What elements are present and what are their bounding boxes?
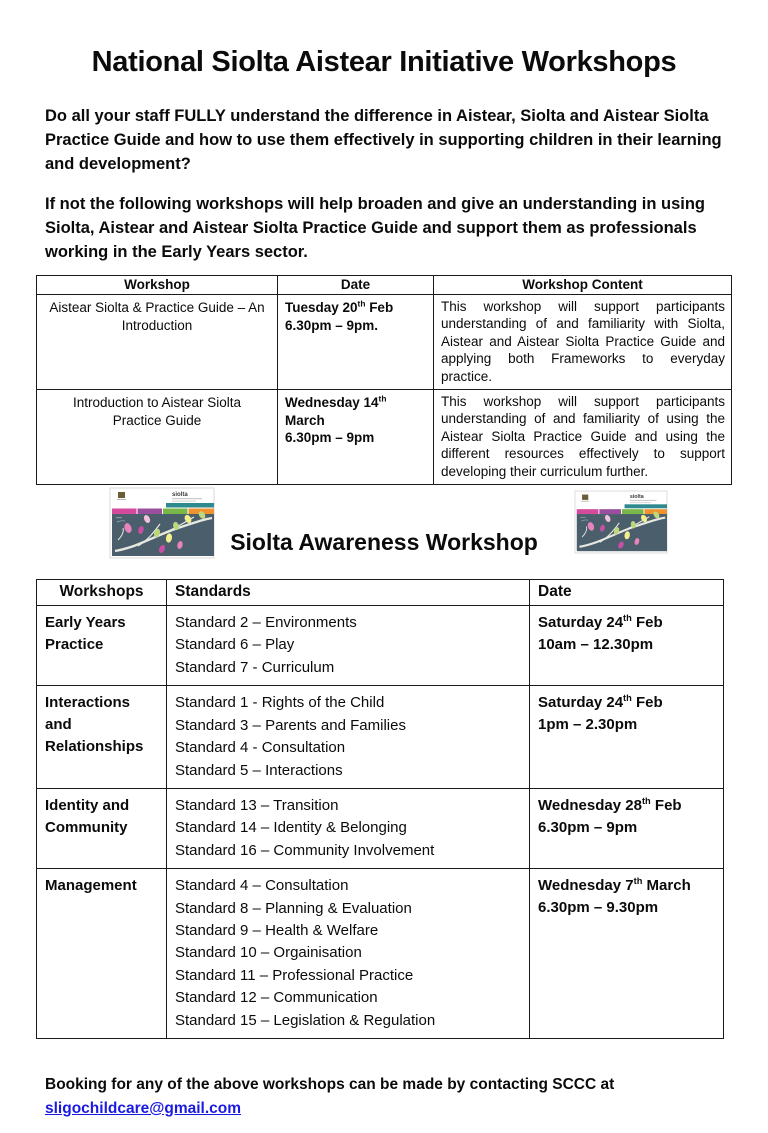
workshop-time: 6.30pm – 9.30pm (538, 899, 659, 917)
poster-tab-purple (599, 509, 621, 514)
intro-paragraph-2: If not the following workshops will help broaden and give an understanding in using Siolta, Aistear and Aistear Siolta Practice Guide and support them as professionals working in the Early Years sector. (45, 195, 706, 261)
email-link[interactable]: sligochildcare@gmail.com (45, 1099, 242, 1117)
date-month: Feb (631, 614, 663, 632)
standard-item: Standard 7 - Curriculum (175, 658, 335, 676)
date-ordinal: th (378, 393, 387, 404)
date-text: Tuesday 20 (285, 300, 358, 315)
intro-paragraph-1: Do all your staff FULLY understand the difference in Aistear, Siolta and Aistear Siolta Practice Guide and how to use them effectively in supporting children in their learning and development? (45, 107, 722, 173)
date-ordinal: th (623, 613, 632, 624)
emblem-caption-line (117, 499, 126, 500)
poster-tab-green (622, 509, 644, 514)
standard-item: Standard 14 – Identity & Belonging (175, 819, 407, 837)
standard-item: Standard 13 – Transition (175, 796, 339, 814)
workshop-date (530, 869, 724, 1039)
government-emblem-icon (582, 495, 588, 500)
standards-list (167, 869, 530, 1039)
workshop-intro-table (36, 275, 732, 485)
standard-item: Standard 12 – Communication (175, 989, 378, 1007)
booking-text: Booking for any of the above workshops can be made by contacting SCCC at (45, 1075, 615, 1093)
standards-list (167, 686, 530, 789)
logo-caption-line (172, 498, 202, 499)
document-page (0, 46, 768, 1133)
date-text: Wednesday 14 (285, 395, 379, 411)
table-row (37, 869, 724, 1039)
awareness-table-body (37, 606, 724, 1039)
date-month: Feb (650, 796, 682, 814)
workshop-group: Early Years Practice (37, 606, 167, 686)
header-date: Date (278, 276, 434, 295)
standard-item: Standard 10 – Orgainisation (175, 944, 362, 962)
workshop-date (278, 390, 434, 485)
workshop-time: 1pm – 2.30pm (538, 716, 638, 734)
standard-item: Standard 4 - Consultation (175, 739, 346, 757)
header-date: Date (530, 580, 724, 606)
workshop-date (530, 606, 724, 686)
awareness-table-head (37, 580, 724, 606)
standard-item: Standard 3 – Parents and Families (175, 716, 406, 734)
workshop-date (278, 295, 434, 390)
awareness-heading-band (0, 485, 768, 579)
standard-item: Standard 1 - Rights of the Child (175, 694, 385, 712)
date-month: March (642, 877, 691, 895)
workshop-group: Management (37, 869, 167, 1039)
date-ordinal: th (623, 693, 632, 704)
logo-caption-line (172, 501, 196, 502)
standard-item: Standard 15 – Legislation & Regulation (175, 1011, 436, 1029)
poster-tab-green (163, 509, 188, 515)
intro-section (45, 104, 723, 264)
logo-caption-line (630, 500, 657, 501)
awareness-workshop-table (36, 579, 724, 1039)
header-workshop: Workshop (37, 276, 278, 295)
page-title: National Siolta Aistear Initiative Workshops (91, 46, 677, 78)
date-text: Wednesday 7 (538, 877, 634, 895)
siolta-logo-text: siolta (172, 492, 188, 499)
siolta-logo-text: siolta (629, 494, 644, 501)
header-workshop-content: Workshop Content (434, 276, 732, 295)
standard-item: Standard 5 – Interactions (175, 761, 343, 779)
siolta-poster-thumbnail-right (575, 490, 667, 554)
date-text: Saturday 24 (538, 614, 624, 632)
government-emblem-icon (118, 492, 125, 498)
table-header-row (37, 580, 724, 606)
workshop-content: This workshop will support participants understanding of and familiarity of using the Aistear Siolta Practice Guide and using the different resources effectively to support developing their curriculum further. (434, 390, 732, 485)
standard-item: Standard 11 – Professional Practice (175, 966, 414, 984)
table-row (37, 390, 732, 485)
date-month: Feb (365, 300, 394, 315)
date-text: Saturday 24 (538, 694, 624, 712)
workshop-date (530, 686, 724, 789)
table-header-row (37, 276, 732, 295)
standard-item: Standard 4 – Consultation (175, 877, 349, 895)
poster-tab-pink (577, 509, 599, 514)
date-ordinal: th (357, 298, 366, 309)
workshop-group: Identity and Community (37, 788, 167, 868)
standards-list (167, 606, 530, 686)
poster-tab-pink (112, 509, 137, 515)
awareness-section-heading: Siolta Awareness Workshop (230, 529, 538, 556)
booking-info (45, 1073, 723, 1121)
standard-item: Standard 16 – Community Involvement (175, 841, 435, 859)
workshop-intro-table-head (37, 276, 732, 295)
workshop-time: 6.30pm – 9pm (538, 818, 638, 836)
poster-teal-strip (166, 503, 214, 508)
workshop-time: 6.30pm – 9pm (285, 430, 375, 446)
workshop-name: Aistear Siolta & Practice Guide – An Introduction (37, 295, 278, 390)
workshop-time: 6.30pm – 9pm. (285, 317, 379, 333)
header-standards: Standards (167, 580, 530, 606)
workshop-content: This workshop will support participants understanding of and familiarity with Siolta, Aistear and Aistear Siolta Practice Guide and applying both Frameworks to everyday practice. (434, 295, 732, 390)
workshop-name: Introduction to Aistear Siolta Practice Guide (37, 390, 278, 485)
table-row (37, 606, 724, 686)
poster-teal-strip (625, 504, 667, 508)
table-row (37, 686, 724, 789)
workshop-intro-table-body (37, 295, 732, 485)
standard-item: Standard 6 – Play (175, 636, 295, 654)
date-ordinal: th (641, 795, 651, 806)
workshop-group: Interactions and Relationships (37, 686, 167, 789)
workshop-time: 10am – 12.30pm (538, 636, 654, 654)
date-month: Feb (631, 694, 663, 712)
workshop-date (530, 788, 724, 868)
table-row (37, 788, 724, 868)
date-ordinal: th (633, 876, 643, 887)
date-text: Wednesday 28 (538, 796, 642, 814)
standards-list (167, 788, 530, 868)
table-row (37, 295, 732, 390)
emblem-caption-line (581, 501, 589, 502)
standard-item: Standard 9 – Health & Welfare (175, 921, 379, 939)
standard-item: Standard 2 – Environments (175, 614, 357, 632)
logo-caption-line (630, 502, 651, 503)
date-month: March (285, 412, 325, 428)
header-workshops: Workshops (37, 580, 167, 606)
poster-tab-purple (138, 509, 163, 515)
standard-item: Standard 8 – Planning & Evaluation (175, 899, 412, 917)
